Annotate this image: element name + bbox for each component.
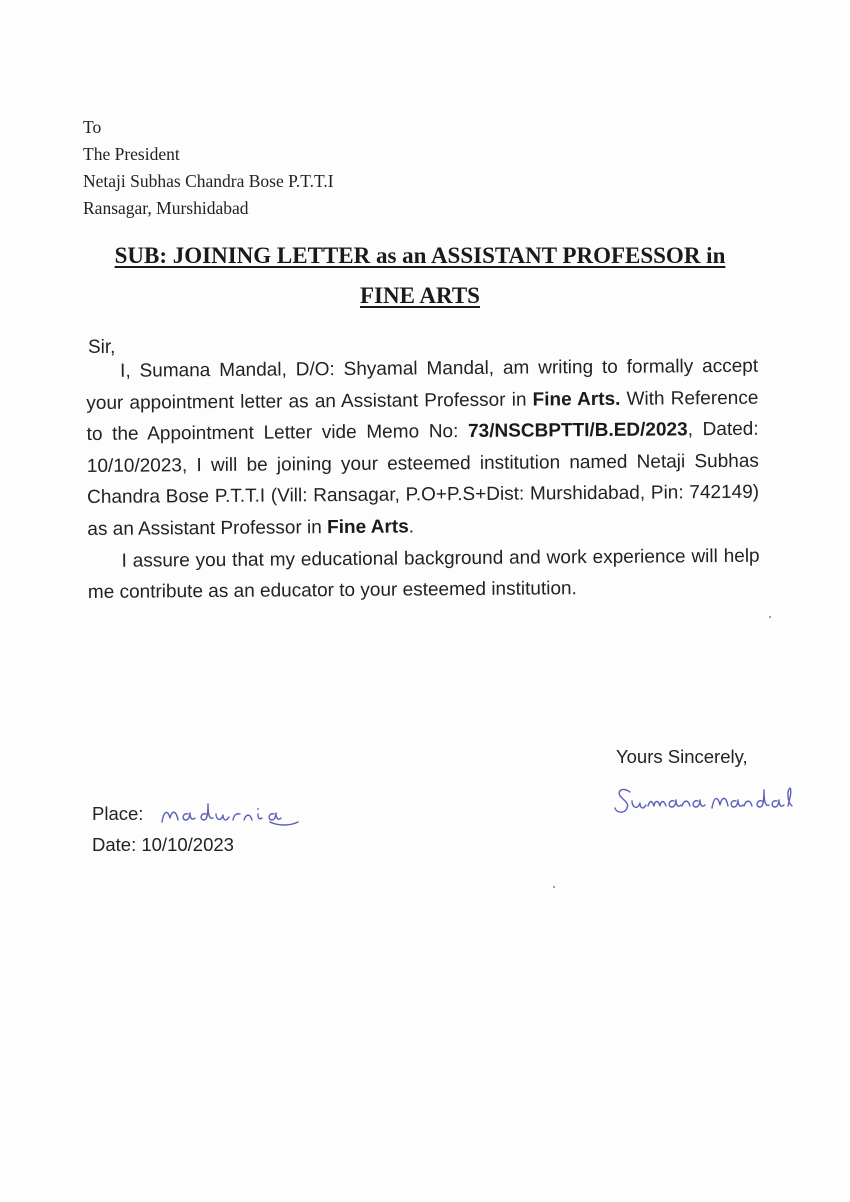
letter-body <box>86 351 760 609</box>
body-paragraph-2: I assure you that my educational background and work experience will help me contribute as an educator to your esteemed institution. <box>87 545 760 604</box>
date-label: Date: <box>92 834 137 855</box>
address-line-location: Ransagar, Murshidabad <box>83 198 249 218</box>
memo-number: 73/NSCBPTTI/B.ED/2023 <box>467 419 688 443</box>
handwritten-signature <box>612 772 850 832</box>
address-line-institution: Netaji Subhas Chandra Bose P.T.T.I <box>83 171 334 191</box>
address-line-to: To <box>83 117 102 137</box>
para1-bold-subject-2: Fine Arts <box>327 516 409 539</box>
para1-bold-subject: Fine Arts. <box>532 388 621 411</box>
address-line-title: The President <box>83 144 180 164</box>
salutation: Sir, <box>88 337 116 358</box>
subject-heading <box>60 236 780 316</box>
closing-phrase: Yours Sincerely, <box>616 746 748 767</box>
para1-text-4: . <box>408 516 415 538</box>
recipient-address <box>83 114 334 222</box>
para1-text-2: With Reference to the Appointment Letter vide Memo No: <box>86 387 759 446</box>
handwritten-place <box>158 796 328 838</box>
place-line <box>92 803 143 825</box>
date-value: 10/10/2023 <box>141 834 234 855</box>
date-line <box>92 834 234 856</box>
body-paragraph-1 <box>86 351 759 546</box>
place-label: Place: <box>92 803 144 824</box>
scan-speck <box>553 886 555 888</box>
scan-speck <box>769 616 771 618</box>
subject-line-1: SUB: JOINING LETTER as an ASSISTANT PROFESSOR in <box>114 243 726 268</box>
para1-text-1: I, Sumana Mandal, D/O: Shyamal Mandal, am writing to formally accept your appointment letter as an Assistant Professor in <box>86 355 759 414</box>
para1-text-3: , Dated: 10/10/2023, I will be joining your esteemed institution named Netaji Subhas Chandra Bose P.T.T.I (Vill: Ransagar, P.O+P.S+Dist: Murshidabad, Pin: 742149) as an Assistant Professor in <box>86 418 760 540</box>
subject-line-2: FINE ARTS <box>360 283 480 308</box>
